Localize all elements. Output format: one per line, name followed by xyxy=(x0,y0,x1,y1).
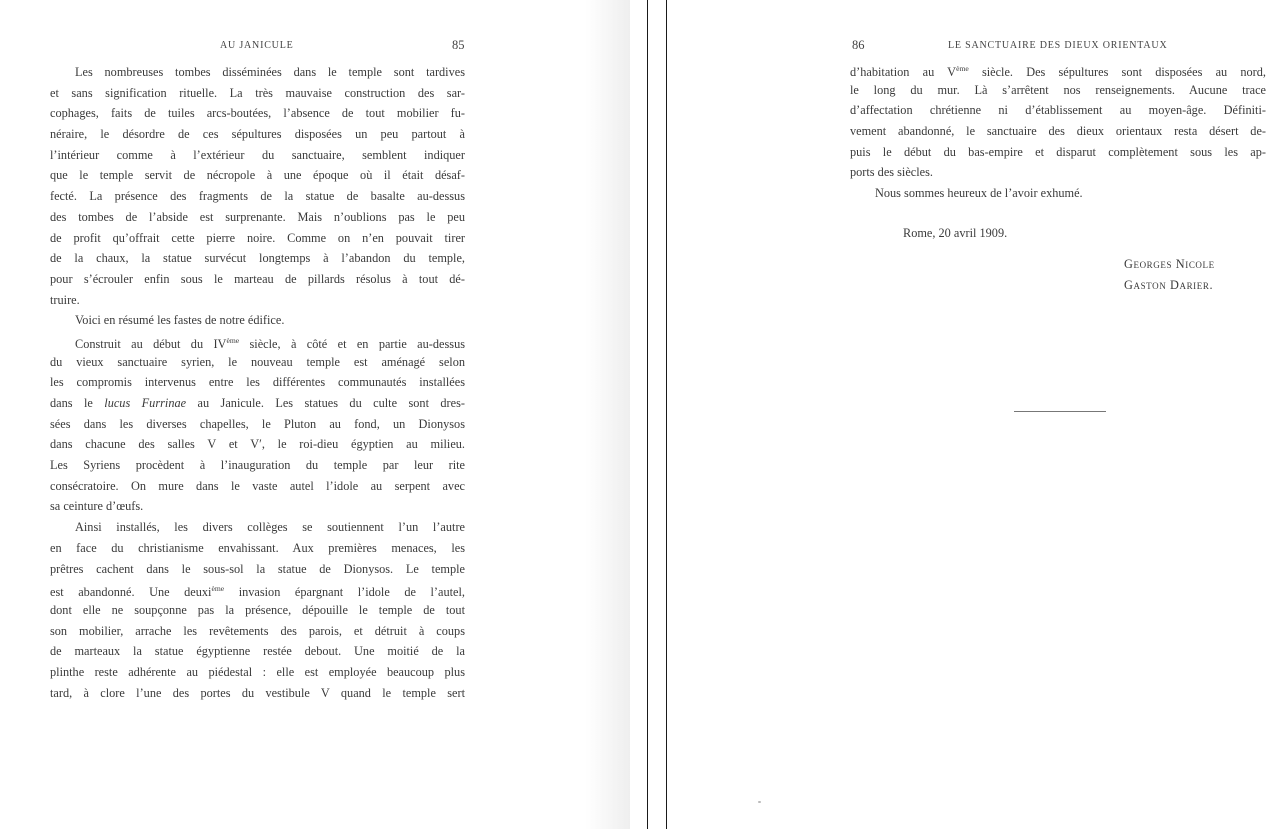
text-line: Voici en résumé les fastes de notre édifice. xyxy=(75,313,285,328)
left-body-text xyxy=(50,62,465,703)
text-line: les compromis intervenus entre les différentes communautés installées xyxy=(50,375,465,390)
text-line: sées dans les diverses chapelles, le Pluton au fond, un Dionysos xyxy=(50,416,465,431)
text-line: dans le lucus Furrinae au Janicule. Les statues du culte sont dres- xyxy=(50,396,465,410)
text-line: Les Syriens procèdent à l’inauguration du temple par leur rite xyxy=(50,458,465,473)
text-line: dont elle ne soupçonne pas la présence, dépouille le temple de tout xyxy=(50,602,465,617)
text-line: fecté. La présence des fragments de la statue de basalte au-dessus xyxy=(50,189,465,204)
text-line: truire. xyxy=(50,292,80,307)
signature-gaston-darier: Gaston Darier. xyxy=(1124,277,1214,292)
text-line: et sans signification rituelle. La très mauvaise construction des sar- xyxy=(50,85,465,100)
text-line: de marteaux la statue égyptienne restée debout. Une moitié de la xyxy=(50,644,465,659)
right-body-text xyxy=(850,59,1266,204)
text-line: dans chacune des salles V et V′, le roi-dieu égyptien au milieu. xyxy=(50,437,465,452)
text-line: son mobilier, arrache les revêtements des parois, et détruit à coups xyxy=(50,623,465,638)
dateline: Rome, 20 avril 1909. xyxy=(903,226,1008,240)
text-line: en face du christianisme envahissant. Aux premières menaces, les xyxy=(50,540,465,555)
text-line: l’intérieur comme à l’extérieur du sanctuaire, semblent indiquer xyxy=(50,147,465,162)
text-line: pour s’écrouler enfin sous le marteau de pillards résolus à tout dé- xyxy=(50,271,465,286)
text-line: consécratoire. On mure dans le vaste autel l’idole au serpent avec xyxy=(50,478,465,493)
text-line: de profit qu’offrait cette pierre noire. Comme on n’en pouvait tirer xyxy=(50,230,465,245)
text-line: le long du mur. Là s’arrêtent nos renseignements. Aucune trace xyxy=(850,82,1266,97)
text-line: Ainsi installés, les divers collèges se soutiennent l’un l’autre xyxy=(75,520,465,535)
text-line: de la chaux, la statue survécut longtemps à l’abandon du temple, xyxy=(50,251,465,266)
text-line: des tombes de l’abside est surprenante. Mais n’oublions pas le peu xyxy=(50,209,465,224)
text-line: prêtres cachent dans le sous-sol la statue de Dionysos. Le temple xyxy=(50,561,465,576)
page-number-left: 85 xyxy=(452,38,465,52)
text-line: d’affectation chrétienne ni d’établissement au moyen-âge. Définiti- xyxy=(850,103,1266,118)
text-line: ports des siècles. xyxy=(850,165,933,180)
text-line: Nous sommes heureux de l’avoir exhumé. xyxy=(875,186,1083,201)
text-line: vement abandonné, le sanctuaire des dieux orientaux resta désert de- xyxy=(850,124,1266,139)
text-line: sa ceinture d’œufs. xyxy=(50,499,144,514)
page-number-right: 86 xyxy=(852,38,865,52)
text-line: cophages, faits de tuiles arcs-boutées, l’absence de tout mobilier fu- xyxy=(50,106,465,121)
text-line: plinthe reste adhérente au piédestal : elle est employée beaucoup plus xyxy=(50,664,465,679)
gutter-shadow xyxy=(585,0,630,829)
text-line: du vieux sanctuaire syrien, le nouveau temple est aménagé selon xyxy=(50,354,465,369)
text-line: Les nombreuses tombes disséminées dans le temple sont tardives xyxy=(75,65,465,79)
end-rule xyxy=(1014,411,1106,412)
scan-speck xyxy=(758,801,761,803)
text-line: néraire, le désordre de ces sépultures disposées un peu partout à xyxy=(50,127,465,142)
signatures xyxy=(1124,254,1215,295)
text-line: d’habitation au Vème siècle. Des sépultures sont disposées au nord, xyxy=(850,64,1266,80)
text-line: puis le début du bas-empire et disparut complètement sous les ap- xyxy=(850,144,1266,159)
text-line: tard, à clore l’une des portes du vestibule V quand le temple sert xyxy=(50,685,465,700)
running-head-right: LE SANCTUAIRE DES DIEUX ORIENTAUX xyxy=(948,40,1168,51)
running-head-left: AU JANICULE xyxy=(220,40,294,51)
text-line: est abandonné. Une deuxi$^{ème}$ invasion épargnant l’idole de l’autel, xyxy=(50,584,465,600)
right-page xyxy=(667,0,1285,829)
signature-georges-nicole: Georges Nicole xyxy=(1124,257,1215,271)
text-line: que le temple servit de nécropole à une époque où il était désaf- xyxy=(50,168,465,183)
text-line: Construit au début du IVème siècle, à côté et en partie au-dessus xyxy=(75,335,465,352)
gutter-line-left xyxy=(647,0,648,829)
